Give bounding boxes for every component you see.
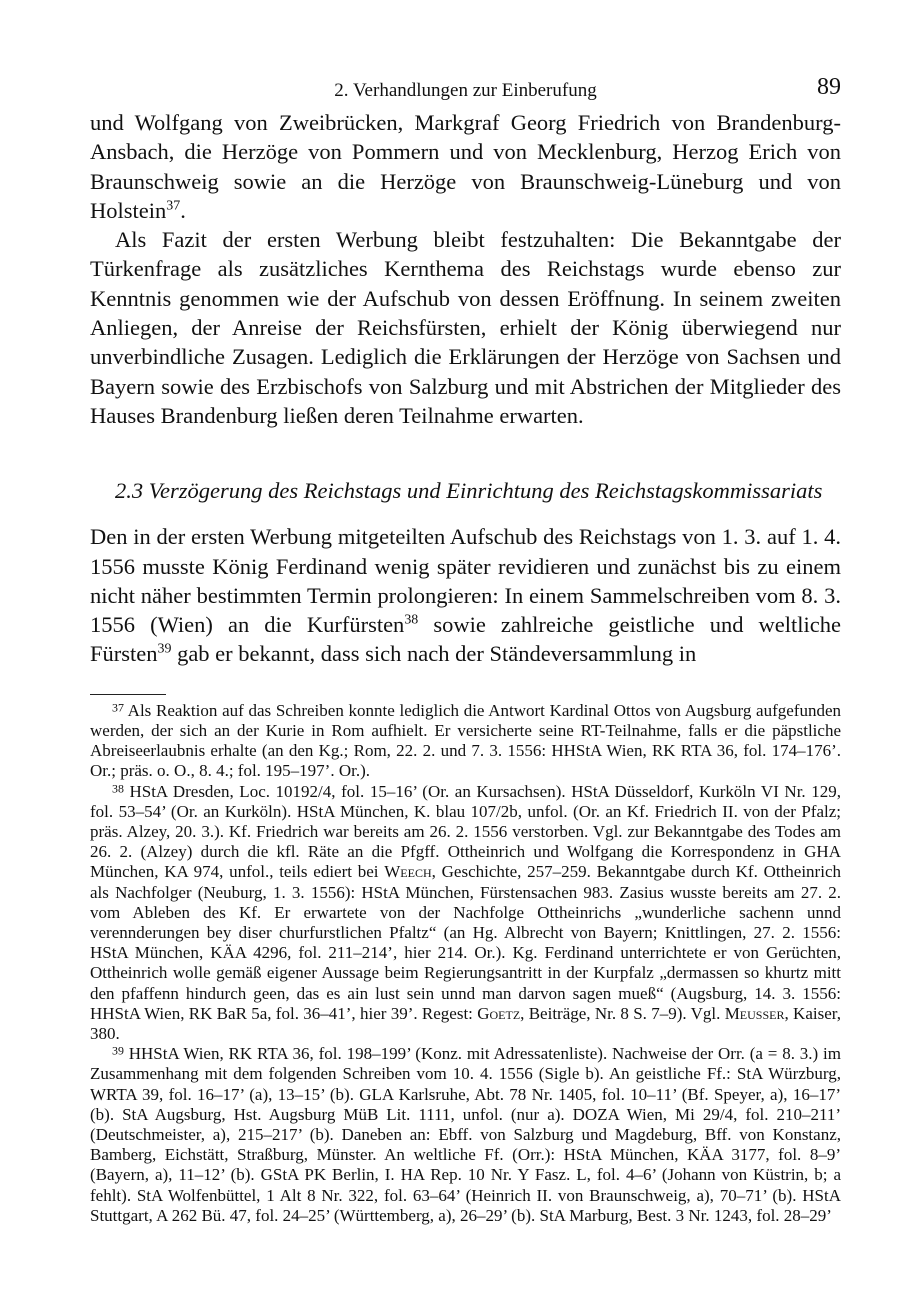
paragraph-3-part-2: sowie zahlreiche geistliche und weltliche Fürsten	[90, 612, 841, 667]
footnote-38-seg-4: , Kaiser, 380.	[90, 1003, 841, 1043]
author-meusser: Meusser	[724, 1003, 785, 1023]
paragraph-3-part-1: Den in der ersten Werbung mitgeteilten Aufschub des Reichstags von 1. 3. auf 1. 4. 1556 musste König Ferdinand wenig später revidieren und zunächst bis zu einem nicht näher bestimmten Termin prolongieren: In einem Sammelschreiben vom 8. 3. 1556 (Wien) an die Kurfürsten	[90, 524, 841, 638]
footnote-38-seg-1: HStA Dresden, Loc. 10192/4, fol. 15–16’ (Or. an Kursachsen). HStA Düsseldorf, Kurköln VI Nr. 129, fol. 53–54’ (Or. an Kurköln). HStA München, K. blau 107/2b, unfol. (Or. an Kf. Friedrich II. von der Pfalz; präs. Alzey, 20. 3.). Kf. Friedrich war bereits am 26. 2. 1556 verstorben. Vgl. zur Bekanntgabe des Todes am 26. 2. (Alzey) durch die kfl. Räte an die Pfgff. Ottheinrich und Wolfgang die Korrespondenz in GHA München, KA 974, unfol., teils ediert bei	[90, 781, 842, 882]
running-head	[90, 74, 841, 108]
paragraph-1	[90, 108, 841, 225]
footnote-number-37: 37	[112, 700, 124, 714]
footnote-38-seg-3: , Beiträge, Nr. 8 S. 7–9). Vgl.	[520, 1003, 725, 1023]
author-weech: Weech	[384, 862, 432, 882]
paragraph-3-part-3: gab er bekannt, dass sich nach der Ständeversammlung in	[171, 641, 697, 667]
footnote-39	[90, 1044, 841, 1226]
paragraph-2: Als Fazit der ersten Werbung bleibt festzuhalten: Die Bekanntgabe der Türkenfrage als zusätzliches Kernthema des Reichstags wurde ebenso zur Kenntnis genommen wie der Aufschub von dessen Eröffnung. In seinem zweiten Anliegen, der Anreise der Reichsfürsten, erhielt der König überwiegend nur unverbindliche Zusagen. Lediglich die Erklärungen der Herzöge von Sachsen und Bayern sowie des Erzbischofs von Salzburg und mit Abstrichen der Mitglieder des Hauses Brandenburg ließen deren Teilnahme erwarten.	[90, 227, 841, 428]
section-heading: 2.3 Verzögerung des Reichstags und Einrichtung des Reichstagskommissariats	[115, 478, 823, 504]
footnote-ref-39: 39	[157, 642, 172, 658]
footnote-38	[90, 782, 841, 1045]
chapter-title: 2. Verhandlungen zur Einberufung	[334, 80, 597, 101]
author-goetz: Goetz	[477, 1003, 521, 1023]
paragraph-1-end: .	[180, 197, 186, 223]
page-number: 89	[817, 74, 841, 100]
paragraph-1-text: und Wolfgang von Zweibrücken, Markgraf Georg Friedrich von Brandenburg-Ansbach, die Herzöge von Pommern und von Mecklenburg, Herzog Erich von Braunschweig sowie an die Herzöge von Braunschweig-Lüneburg und von Holstein	[90, 110, 841, 223]
footnote-number-39: 39	[112, 1043, 124, 1058]
paragraph-3	[90, 522, 841, 668]
main-text	[90, 108, 841, 669]
footnotes	[90, 701, 841, 1226]
footnote-37-text: Als Reaktion auf das Schreiben konnte lediglich die Antwort Kardinal Ottos von Augsburg aufgefunden werden, der sich an der Kurie in Rom aufhielt. Er versicherte seine RT-Teilnahme, falls er die päpstliche Abreiseerlaubnis erhalte (an den Kg.; Rom, 22. 2. und 7. 3. 1556: HHStA Wien, RK RTA 36, fol. 174–176’. Or.; präs. o. O., 8. 4.; fol. 195–197’. Or.).	[90, 700, 842, 781]
footnote-separator	[90, 694, 166, 695]
page	[90, 74, 842, 1226]
footnote-39-text: HHStA Wien, RK RTA 36, fol. 198–199’ (Konz. mit Adressatenliste). Nachweise der Orr. (a = 8. 3.) im Zusammenhang mit dem folgenden Schreiben vom 10. 4. 1556 (Sigle b). An geistliche Ff.: StA Würzburg, WRTA 39, fol. 16–17’ (a), 13–15’ (b). GLA Karlsruhe, Abt. 78 Nr. 1405, fol. 10–11’ (Bf. Speyer, a), 16–17’ (b). StA Augsburg, Hst. Augsburg MüB Lit. 1111, unfol. (nur a). DOZA Wien, Mi 29/4, fol. 210–211’ (Deutschmeister, a), 215–217’ (b). Daneben an: Ebff. von Salzburg und Magdeburg, Bff. von Konstanz, Bamberg, Eichstätt, Straßburg, Münster. An weltliche Ff. (Orr.): HStA München, KÄA 3177, fol. 8–9’ (Bayern, a), 11–12’ (b). GStA PK Berlin, I. HA Rep. 10 Nr. Y Fasz. L, fol. 4–6’ (Johann von Küstrin, b; a fehlt). StA Wolfenbüttel, 1 Alt 8 Nr. 322, fol. 63–64’ (Heinrich II. von Braunschweig, a), 70–71’ (b). HStA Stuttgart, A 262 Bü. 47, fol. 24–25’ (Württemberg, a), 26–29’ (b). StA Marburg, Best. 3 Nr. 1243, fol. 28–29’	[90, 1044, 841, 1225]
footnote-38-seg-2: , Geschichte, 257–259. Bekanntgabe durch Kf. Ottheinrich als Nachfolger (Neuburg, 1. 3. 1556): HStA München, Fürstensachen 983. Zasius wusste bereits am 27. 2. vom Ableben des Kf. Er erwartete von der Nachfolge Ottheinrichs „wunderliche sachenn unnd verennderungen bey diser churfurstlichen Pfaltz“ (an Hg. Albrecht von Bayern; Knittlingen, 27. 2. 1556: HStA München, KÄA 4296, fol. 211–214’, hier 214. Or.). Kg. Ferdinand unterrichtete er von Gerüchten, Ottheinrich wolle gemäß eigener Aussage beim Regierungsantritt in der Kurpfalz „dermassen so khurtz mitt den pfaffenn hindurch geen, das es ain lust sein unnd man darvon sagen mueß“ (Augsburg, 14. 3. 1556: HHStA Wien, RK BaR 5a, fol. 36–41’, hier 39’. Regest:	[90, 862, 841, 1023]
footnote-ref-37: 37	[166, 198, 181, 214]
footnote-37	[90, 701, 841, 782]
footnote-number-38: 38	[112, 780, 124, 795]
footnote-ref-38: 38	[404, 612, 419, 628]
